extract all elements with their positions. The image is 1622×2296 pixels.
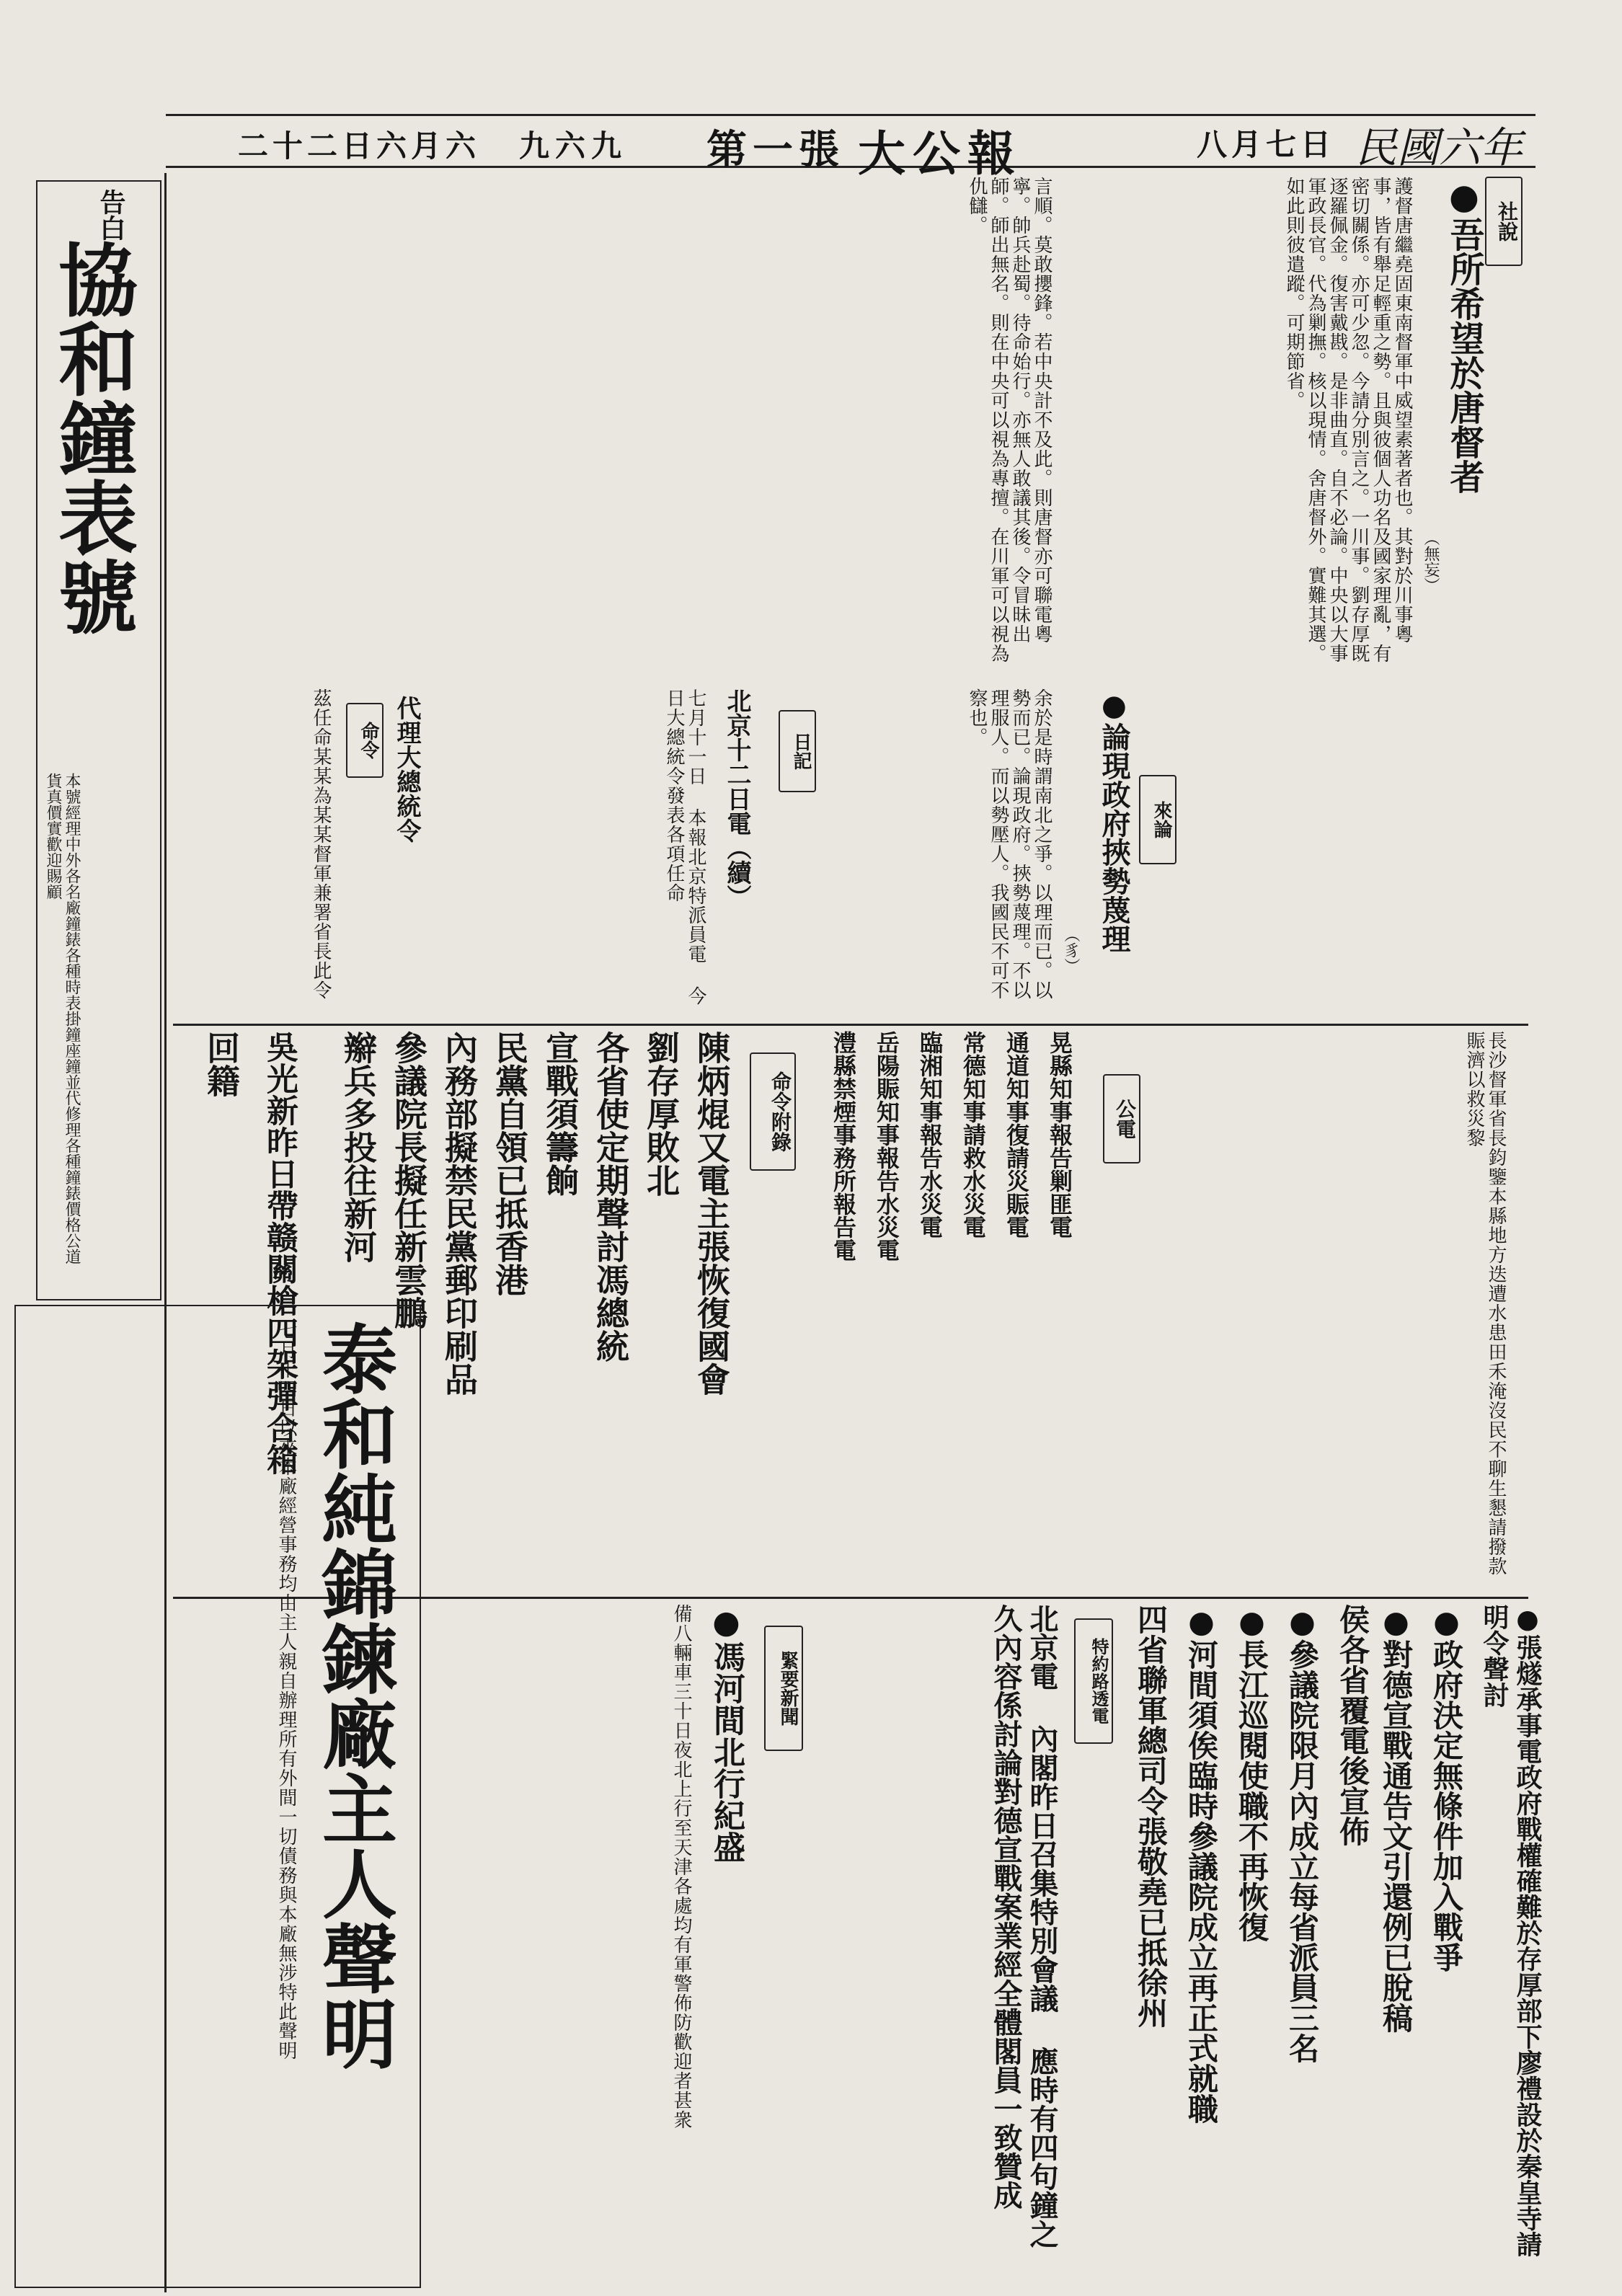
news-right-headline-1: ● 張燧承事電政府戰權確難於存厚部下廖禮設於秦皇寺請明令聲討	[1478, 1604, 1544, 2274]
paper-name: 大公報	[858, 125, 1022, 182]
commentary-tag	[1139, 775, 1176, 864]
news-right-headline-8: 四省聯軍總司令張敬堯已抵徐州	[1133, 1604, 1169, 2028]
left-ad-tag: 告白	[96, 189, 126, 241]
major-news-tag-label: 命令附錄	[768, 1071, 792, 1152]
urgent-headline: ● 馮河間北行紀盛	[706, 1604, 745, 1863]
telegram-headline-3: 常德知事請救水災電	[960, 1031, 987, 1238]
editorial-byline: （無妄）	[1422, 530, 1440, 593]
major-headline-2: 劉存厚敗北	[642, 1031, 681, 1197]
commentary-headline: ● 論現政府挾勢蔑理	[1096, 688, 1132, 1006]
agent-order-tag: 代理大總統令	[392, 696, 421, 843]
telegram-headline-1: 晃縣知事報告剿匪電	[1046, 1031, 1073, 1238]
major-headline-1: 陳炳焜又電主張恢復國會	[692, 1031, 731, 1396]
commentary-section	[916, 688, 1528, 1020]
major-headline-3: 各省使定期聲討馮總統	[591, 1031, 630, 1362]
editorial-body-2: 言順。莫敢攖鋒。若中央計不及此。則唐督亦可聯電粵寧。帥兵赴蜀。待命始行。亦無人敢議其後。令冒昧出師。師出無名。則在中央可以視為專擅。在川軍可以視為仇讎。	[966, 177, 1052, 663]
issue-info: 八月七日	[1197, 127, 1336, 162]
commentary-tag-label: 來論	[1151, 801, 1172, 838]
section-rule	[173, 1024, 1528, 1026]
major-headline-10: 回籍	[202, 1031, 241, 1097]
masthead-rule-bottom	[166, 166, 1535, 168]
news-right-headline-3: ● 對德宣戰通告文引還例已脫稿	[1377, 1604, 1414, 2274]
news-left-section	[433, 1604, 822, 2282]
editorial-headline: ● 吾所希望於唐督者	[1443, 177, 1485, 638]
diary-tag	[779, 710, 816, 792]
major-headline-9: 吳光新昨日帶赣關槍四架彈合箱	[261, 1031, 298, 1475]
reuters-tag	[1074, 1618, 1113, 1744]
telegram-headline-5: 岳陽賑知事報告水災電	[873, 1031, 900, 1262]
urgent-news-tag	[764, 1626, 803, 1751]
major-news-tag	[750, 1052, 796, 1171]
telegram-headline-4: 臨湘知事報告水災電	[916, 1031, 944, 1238]
handwritten-date: 民國六年	[1355, 123, 1523, 172]
telegrams-tag-label: 公電	[1113, 1099, 1137, 1139]
major-headline-6: 內務部擬禁民黨郵印刷品	[440, 1031, 479, 1396]
editorial-section	[173, 177, 1528, 681]
left-advertisement	[36, 180, 161, 1300]
telegram-body: 長沙督軍省長鈞鑒本縣地方迭遭水患田禾淹沒民不聊生懇請撥款賑濟以救災黎	[1463, 1031, 1507, 1576]
urgent-news-tag-label: 緊要新聞	[777, 1651, 799, 1726]
order-text: 茲任命某某為某某督軍兼署省長此令	[310, 688, 332, 1000]
diary-date: 北京十二日電（續）	[722, 688, 751, 909]
major-headline-7: 參議院長擬任新雲鵬	[389, 1031, 428, 1329]
paper-subtitle: 第一張	[706, 126, 845, 174]
news-right-headline-4: 侯各省覆電後宣佈	[1335, 1604, 1370, 1846]
bottom-ad-body: 七月十四日以來本廠經營事務均由主人親自辦理所有外間一切債務與本廠無涉特此聲明	[275, 1321, 297, 2060]
order-tag-label: 命令	[358, 722, 379, 759]
editorial-body-1: 護督唐繼堯固東南督軍中威望素著者也。其對於川事粵事，皆有舉足輕重之勢。且與彼個人功名及國家理亂，有密切關係。亦可少忽。今請分別言之。一川事。劉存厚既逐羅佩金。復害戴戡。是非曲直。自不必論。中央以大事軍政長官。代為剿撫。核以現情。舍唐督外。實難其選。如此則彼遣蹤。可期節省。	[1283, 177, 1413, 663]
news-right-headline-6: ● 長江巡閱使職不再恢復	[1233, 1604, 1270, 2274]
left-ad-title: 協和鐘表號	[45, 239, 138, 636]
diary-text: 七月十一日 本報北京特派員電 今日大總統令發表各項任命	[663, 688, 706, 1006]
urgent-body: 備八輛車三十日夜北上行至天津各處均有軍警佈防歡迎者甚衆	[670, 1604, 692, 2129]
masthead-rule-top	[166, 114, 1535, 116]
telegrams-tag	[1103, 1074, 1140, 1163]
reuters-tag-label: 特約路透電	[1089, 1638, 1109, 1724]
news-right-headline-2: ● 政府決定無條件加入戰爭	[1427, 1604, 1465, 2274]
divider-vertical	[164, 173, 167, 2292]
telegram-headline-6: 澧縣禁煙事務所報告電	[830, 1031, 857, 1262]
telegrams-section	[829, 1031, 1528, 1593]
major-headline-8: 辮兵多投往新河	[339, 1031, 378, 1263]
commentary-byline: （豸）	[1062, 926, 1080, 974]
news-right-section	[829, 1604, 1543, 2282]
bottom-ad-title: 泰和純錦鍊廠主人聲明	[309, 1321, 398, 2070]
news-right-headline-7: ● 河間須俟臨時參議院成立再正式就職	[1182, 1604, 1220, 2274]
masthead	[0, 0, 1622, 180]
date-block: 二十二日六月六	[238, 128, 481, 164]
major-headline-5: 民黨自領已抵香港	[490, 1031, 529, 1296]
number-block: 九六九	[519, 128, 628, 164]
left-ad-body: 本號經理中外各名廠鐘錶各種時表掛鐘座鐘並代修理各種鐘錶價格公道貨真價實歡迎賜顧	[44, 773, 81, 1264]
editorial-tag-label: 社說	[1495, 201, 1519, 241]
news-right-headline-5: ● 參議院限月內成立每省派員三名	[1283, 1604, 1321, 2274]
telegram-headline-2: 通道知事復請災賑電	[1003, 1031, 1030, 1238]
editorial-tag	[1485, 177, 1523, 266]
diary-section	[173, 688, 908, 1020]
bottom-left-advertisement	[14, 1305, 421, 2288]
order-tag	[346, 703, 384, 778]
reuters-body: 北京電 內閣昨日召集特別會議 應時有四句鐘之久內容係討論對德宣戰案業經全體閣員一致贊成	[989, 1604, 1059, 2248]
commentary-body: 余於是時謂南北之爭。以理而已。以勢而已。論現政府。挾勢蔑理。不以理服人。而以勢壓人。我國民不可不察也。	[966, 688, 1052, 1000]
diary-tag-label: 日記	[790, 732, 812, 770]
major-headline-4: 宣戰須籌餉	[541, 1031, 580, 1197]
